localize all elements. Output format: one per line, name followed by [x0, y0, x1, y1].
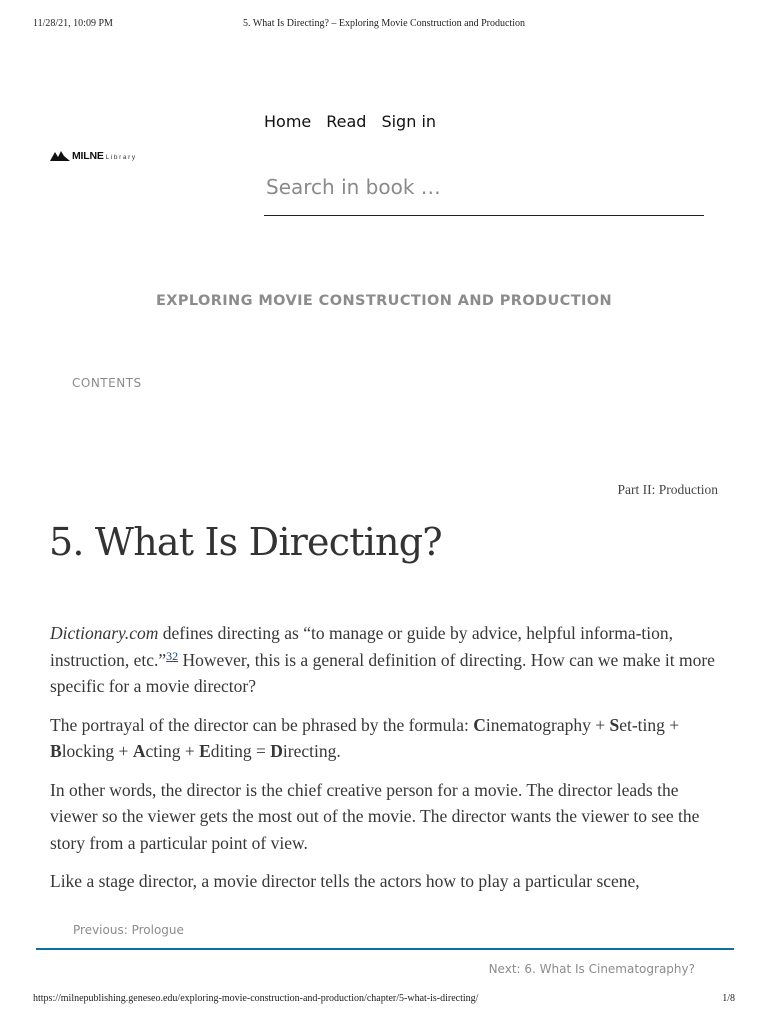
formula-letter: B: [50, 741, 62, 761]
print-footer: [0, 993, 768, 1007]
formula-text: inematography +: [485, 714, 610, 735]
next-chapter-link[interactable]: Next: 6. What Is Cinematography?: [488, 962, 695, 976]
logo-suffix: Library: [105, 154, 137, 161]
paragraph: Like a stage director, a movie director tells the actors how to play a particular scene,: [50, 871, 640, 891]
paragraph-text: The portrayal of the director can be phrased by the formula:: [50, 714, 474, 735]
formula-letter: A: [132, 741, 146, 761]
paragraph: [50, 620, 718, 700]
formula-text: cting +: [145, 741, 200, 761]
print-date: 11/28/21, 10:09 PM: [33, 18, 113, 29]
part-label: Part II: Production: [617, 482, 718, 497]
source-name: Dictionary.com: [50, 623, 159, 643]
formula-letter: E: [199, 741, 211, 761]
contents-toggle[interactable]: CONTENTS: [72, 376, 142, 390]
formula-letter: D: [270, 741, 283, 761]
nav-sign-in-link[interactable]: Sign in: [381, 112, 437, 131]
print-page-number: 1/8: [722, 993, 735, 1004]
top-nav: [264, 112, 451, 131]
print-url: https://milnepublishing.geneseo.edu/exploring-movie-construction-and-production/chapter/5-what-is-directing/: [33, 993, 479, 1004]
nav-home-link[interactable]: Home: [264, 112, 312, 131]
formula-letter: C: [473, 714, 486, 735]
paragraph-text: However, this is a general definition of directing. How can we make it more specific for a movie director?: [50, 649, 715, 696]
print-page-title: 5. What Is Directing? – Exploring Movie Construction and Production: [243, 18, 525, 29]
navigation-divider: [36, 948, 734, 950]
search-input[interactable]: [264, 158, 704, 216]
formula-text: irecting.: [282, 741, 341, 761]
bird-icon: [50, 150, 70, 162]
paragraph: In other words, the director is the chief creative person for a movie. The director leads the viewer so the viewer gets the most out of the movie. The director wants the viewer to see the story from a particular point of view.: [50, 779, 700, 853]
milne-library-logo[interactable]: [50, 149, 137, 163]
formula-text: et-ting +: [619, 714, 680, 735]
nav-read-link[interactable]: Read: [326, 112, 367, 131]
formula-text: locking +: [61, 741, 133, 761]
chapter-title: 5. What Is Directing?: [49, 520, 442, 564]
paragraph: [50, 712, 718, 765]
previous-chapter-link[interactable]: Previous: Prologue: [73, 923, 188, 937]
book-title[interactable]: EXPLORING MOVIE CONSTRUCTION AND PRODUCTION: [155, 293, 613, 309]
footnote-link[interactable]: 32: [166, 648, 179, 663]
formula-letter: S: [609, 714, 620, 735]
print-header: [0, 18, 768, 32]
logo-name: MILNE: [72, 150, 104, 162]
chapter-content: [50, 620, 718, 907]
formula-text: diting =: [210, 741, 271, 761]
paragraph-text: defines directing as “to manage or guide by advice, helpful informa-tion, instruction, etc.”: [50, 623, 674, 670]
